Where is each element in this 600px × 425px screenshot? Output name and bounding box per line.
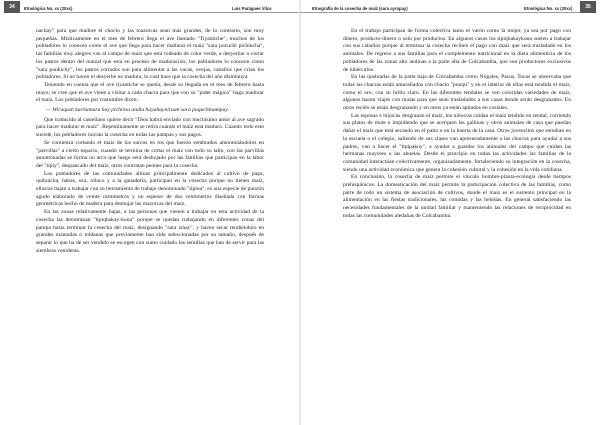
left-page-body	[36, 28, 264, 255]
paragraph: Teniendo en cuenta que el ave tiyantiche se queda, desde su llegada en el mes de febrero hasta mayo; se cree que el ave viene a visitar a cada chacra para que con su "pider mágico" haga madurar el maíz. Los pobladores por costumbre dicen:	[36, 81, 264, 104]
right-page-header	[300, 0, 600, 14]
left-header-journal: Etnológica No. xx (20xx)	[24, 6, 73, 11]
header-rule	[300, 12, 580, 13]
paragraph: Los pobladores de las comunidades altinas principalmente dedicados al cultivo de papa, quihuicha, habas, oca, olluco y a la ganadería, participan en la cosecha porque no tienen maíz, ellos/as bajan a trabajar con su herramienta de trabajo denominado "tipina", es una especie de punzón agudo elaborado de veinte centímetros y un espesor de dos centímetros diseñada con formas geométricas hecho de madera para deshojar las mazorcas del maíz.	[36, 170, 264, 208]
paragraph: En las quebradas de la parte baja de Colcabamba como Nogales, Pacus, Tocas se observaba que todas las chacras están amurallados con chaclo "punqu" y en el interior de ellas está tendida el maíz, como el oro, con su brillo claro. En las diferentes tendales se ven coloridas variedades de maíz, algunos hacen viajes con mulas para que sean trasladados a sus casas donde serán desgranados. En otros recién se están desgranando y en otros ya están apilados en costales.	[343, 74, 571, 112]
quote: — Wiraqush kachamara hay pichiroa andia hayahuyniruan sara puquchinampay.	[46, 107, 229, 114]
paragraph: Que traducido al castellano quiere decir "Dios habrá enviado con muchísimo amor al ave sagrado para hacer madurar el maíz". Repentinamente se retira cuando el maíz está maduro. Cuando todo esto sucede, los pobladores inician la cosecha en todas las pampas y sus pagos.	[36, 116, 264, 139]
paragraph: En el trabajo participan de forma colectiva tanto el varón como la mujer, ya sea por pago con dinero, producto-dinero o solo por productos. En algunos casos los tipiqhakaykuna suelen a trabajar con sus caballos porque al terminar la cosecha reciben el pago con maíz que será trasladado en los animales. De regreso a sus familias para el complemento nutricional en la dieta alimenticia de los pobladores de las zonas alto andinas a la parte alta de Colcabamba, que son productores exclusivos de tubérculos.	[343, 28, 571, 73]
left-header-author: Luis Parágues Vilca	[232, 6, 272, 11]
paragraph: Las esposas e hijos/as desgranan el maíz, los niños/as cuidan el maíz tendido en tendal, corriendo sus platos de mote e impidiendo que se acerquen las gallinas y otros animales de casa que puedan dañar el maíz que está secando en el patio o en la huerta de la casa. Otros jovencitos que estudian en la escuela o el colegio, saliendo de sus clases van apresuradamente a las chacras para ayudar a sus padres, van a hacer el "tipipakuy", a ayudar a guardar los animales del campo que cuidan las hermanas mayores o las abuelas. Desde el principio en todas las actividades las familias de la comunidad interactúan colectivamente, organizadamente, fortaleciendo su integración en la cosecha, siendo una actividad económica que genera la cohesión cultural y la cohesión en la vida cotidiana.	[343, 112, 571, 173]
left-page-header	[0, 0, 300, 14]
right-page-body	[343, 28, 571, 221]
paragraph: nachay" para que madure el choclo y las mazorcas sean más grandes, de lo contrario, son muy pequeñas. Místicamente en el mes de febrero llega el ave llamado "Tiyantiche", muchos de los pobladores lo conocen como el ave que llega para hacer madurar el maíz "sara pucuchi pichincha", las familias muy alegres van al campo de maíz que está rodeado de color verde, a desyerbar o cortar los pastos dentro del maizal que está en proceso de maduración; los pobladores lo conocen como "sara punkichy", los pastos cortados son para alimentar a las vacas, ovejas, caballos que crían los pobladores. Si no hacen el desyerbe no madura, lo cual hace que la cosecha del año disminuya.	[36, 28, 264, 81]
left-page-number: 34	[4, 1, 20, 13]
right-page	[300, 0, 600, 425]
right-page-number: 35	[580, 1, 596, 13]
header-rule	[20, 12, 300, 13]
paragraph: Se comienza cortando el maíz de los surcos en los que fueron sembrados amontonándolos en "parvillas" a cierto espacio, cuando se termina de cortar el maíz con todo su tallo, con las parvillas amontonadas se forma un arco que luego será deshojado por las familias que participan en la labor del "tipiy", despancado del maíz, otros contratan peones para la cosecha.	[36, 139, 264, 169]
right-header-journal: Etnológica No. xx (20xx)	[524, 6, 573, 11]
right-header-running-title: Etnografía de la cosecha de maíz (sara ayrupay)	[312, 6, 408, 11]
paragraph: En las zonas relativamente bajas, a las personas que vienen a trabajar en esta actividad de la cosecha las denominan "tipiqhakay-kuna" porque se quedan trabajando en diferentes zonas del pampa hasta terminar la cosecha del maíz, designando "sara ishay", y hacen secar tendiéndolo en grandes mantadas o toldanas que previamente han sido seleccionadas por su tamaño, después de separar lo que ha de ser vendido se escogen con sumo cuidado las semillas que han de servir para las siembras venideras.	[36, 209, 264, 254]
paragraph: En conclusión, la cosecha de maíz permite el vínculo hombre-planta-ecología desde tiempos prehispánicos. La domesticación del maíz permite la participación colectiva de las familias, como parte de todo un sistema de asociación de cultivos, donde el maíz es el sustento principal en la alimentación en las fiestas tradicionales, las comidas y las bebidas. En general satisfaciendo las necesidades fundamentales de la unidad familiar y manteniendo las relaciones de reciprocidad en todas las comunidades aledañas de Colcabamba.	[343, 174, 571, 219]
